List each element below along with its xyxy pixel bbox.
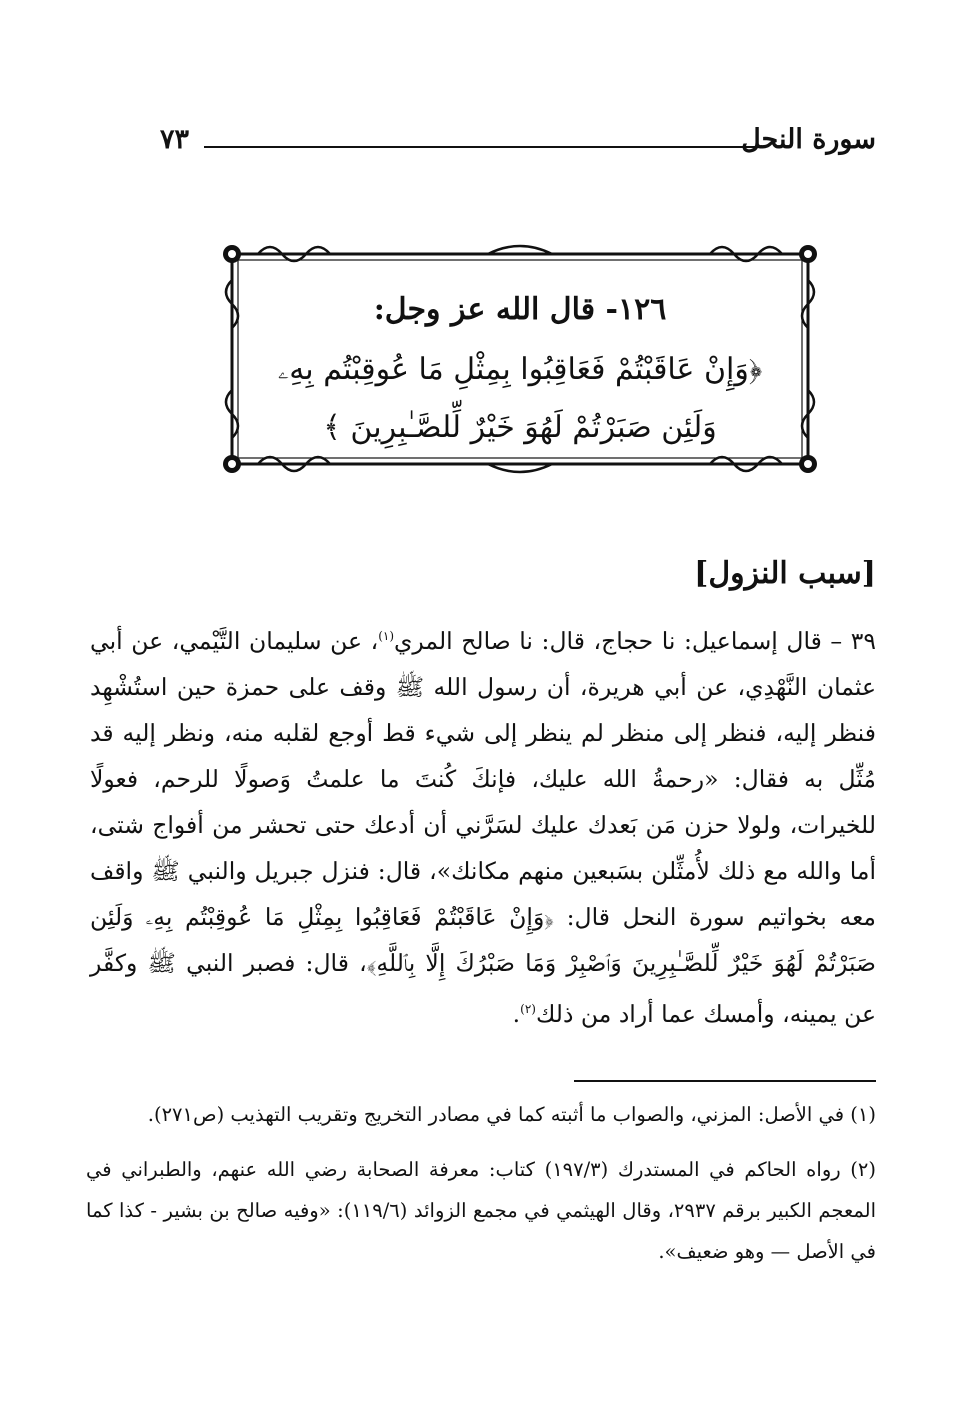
footnote-ref-2: (٢) [520, 1001, 536, 1016]
running-header [160, 120, 876, 164]
footnote-ref-1: (١) [378, 629, 395, 643]
narration-text-1: ٣٩ – قال إسماعيل: نا حجاج، قال: نا صالح المري [394, 626, 877, 655]
footnote-text: رواه الحاكم في المستدرك (١٩٧/٣) كتاب: معرفة الصحابة رضي الله عنهم، والطبراني في المعجم الكبير برقم ٢٩٣٧، وقال الهيثمي في مجمع الزوائد (١١٩/٦): «وفيه صالح بن بشير - كذا كما في الأصل — وهو ضعيف». [86, 1158, 876, 1263]
page-number: ٧٣ [160, 124, 190, 155]
narration-text-2: ، عن سليمان التَّيْمي، عن أبي عثمان النَّهْدِي، عن أبي هريرة، أن رسول الله ﷺ وقف على حمزة حين استُشْهِد فنظر إليه، فنظر إلى منظر لم ينظر إلى شيء قط أوجع لقلبه منه، ونظر إليه قد مُثِّل به فقال: «رحمةُ الله عليك، فإنكَ كُنتَ ما علمتُ وَصولًا للرحم، فعولًا للخيرات، ولولا حزن مَن بَعدك عليك لسَرَّني أن أدعك حتى تحشر من أفواج شتى، أما والله مع ذلك لأُمثِّلن بسَبعين منهم مكانك»، قال: فنزل جبريل والنبي ﷺ واقف معه بخواتيم سورة النحل قال: ﴿وَإِنْ عَاقَبْتُمْ فَعَاقِبُوا بِمِثْلِ مَا عُوقِبْتُم بِهِۦ وَلَئِن صَبَرْتُمْ لَهُوَ خَيْرٌ لِّلصَّـٰبِرِينَ وَٱصْبِرْ وَمَا صَبْرُكَ إِلَّا بِٱللَّهِ﴾، قال: فصبر النبي ﷺ وكفَّر عن يمينه، وأمسك عما أراد من ذلك [90, 626, 876, 1028]
footnote-1 [86, 1094, 876, 1135]
narration-text-3: . [512, 999, 521, 1028]
narration-paragraph [90, 613, 876, 1037]
section-heading: [سبب النزول] [694, 556, 876, 591]
footnotes [86, 1094, 876, 1286]
footnote-marker: (١) [850, 1103, 876, 1126]
footnote-marker: (٢) [850, 1158, 876, 1181]
verse-frame [218, 240, 822, 478]
verse-number-line: ١٢٦- قال الله عز وجل: [373, 292, 667, 327]
verse-text-line-1: ﴿وَإِنْ عَاقَبْتُمْ فَعَاقِبُوا بِمِثْلِ مَا عُوقِبْتُم بِهِۦ [277, 352, 763, 387]
footnote-2 [86, 1149, 876, 1272]
footnote-separator [574, 1080, 876, 1082]
surah-title: سورة النحل [741, 124, 876, 155]
verse-text-line-2: وَلَئِن صَبَرْتُمْ لَهُوَ خَيْرٌ لِّلصَّـٰبِرِينَ ﴾ [323, 410, 717, 445]
footnote-text: في الأصل: المزني، والصواب ما أثبته كما في مصادر التخريج وتقريب التهذيب (ص٢٧١). [147, 1103, 845, 1126]
header-rule [204, 146, 758, 148]
